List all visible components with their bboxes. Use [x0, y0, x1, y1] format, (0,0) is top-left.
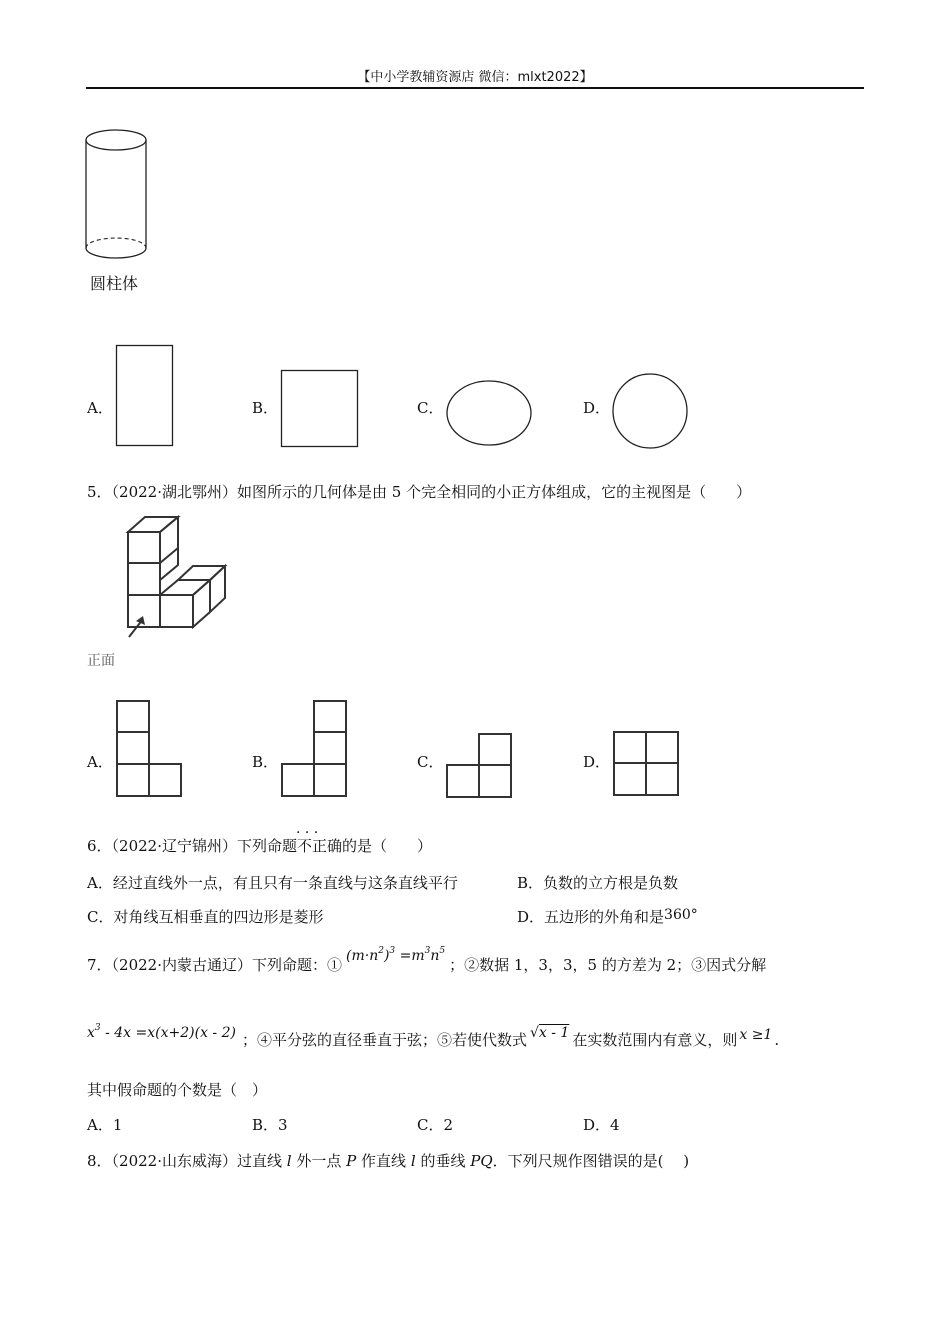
q8-prefix: 8．（2022·山东威海）过直线	[87, 1152, 282, 1170]
question-7-line-1	[87, 946, 767, 978]
header-rule	[86, 87, 864, 89]
q7-formula-1: $(m\cdot n^2)^3 =m^3n^5$	[346, 946, 446, 964]
q4-option-d-label[interactable]: D．	[583, 399, 611, 417]
q4-option-c-label[interactable]: C．	[417, 399, 444, 417]
question-6-text	[87, 836, 432, 856]
q8-segment-pq: PQ	[470, 1152, 493, 1170]
q7-line2-mid: ；④平分弦的直径垂直于弦；⑤若使代数式	[241, 1031, 527, 1049]
cylinder-figure	[84, 124, 154, 264]
cylinder-caption: 圆柱体	[90, 274, 139, 293]
page-header: 【中小学教辅资源店 微信：mlxt2022】	[357, 70, 593, 85]
q8-mid3: 的垂线	[420, 1152, 466, 1170]
q7-line1-prefix: 7．（2022·内蒙古通辽）下列命题：①	[87, 956, 342, 974]
q8-point-p: P	[346, 1152, 357, 1170]
q8-line-l-2: l	[410, 1152, 416, 1170]
q7-line2-mid2: 在实数范围内有意义，则	[572, 1031, 738, 1049]
q4-option-a-label[interactable]: A．	[87, 399, 113, 417]
q6-option-d-text: D．五边形的外角和是	[517, 908, 665, 926]
q5-cube-solid-figure	[117, 515, 237, 640]
q4-option-b-label[interactable]: B．	[252, 399, 279, 417]
q7-formula-factorization: $x^3 - 4x =x(x+2)(x - 2)$	[87, 1023, 236, 1041]
q7-line1-suffix: ；②数据 1，3，3，5 的方差为 2；③因式分解	[449, 956, 767, 974]
q6-option-d-value: 360°	[664, 907, 698, 923]
q7-line2-end: .	[774, 1031, 780, 1049]
q6-prefix: 6．（2022·辽宁锦州）下列命题	[87, 837, 297, 855]
q8-line-l: l	[286, 1152, 292, 1170]
q8-mid1: 外一点	[296, 1152, 342, 1170]
q7-option-c[interactable]: C．2	[417, 1116, 454, 1134]
q5-option-a-view	[116, 700, 184, 798]
question-7-line-2	[87, 1023, 780, 1053]
q4-option-d-circle	[612, 373, 690, 451]
q8-mid2: 作直线	[361, 1152, 407, 1170]
question-5-text: 5．（2022·湖北鄂州）如图所示的几何体是由 5 个完全相同的小正方体组成，它的主视图是（ ）	[87, 483, 752, 501]
q5-option-a-label[interactable]: A．	[87, 753, 113, 771]
q7-formula-sqrt: √x - 1	[529, 1025, 570, 1041]
q6-option-d[interactable]	[517, 907, 698, 928]
q6-option-b[interactable]: B．负数的立方根是负数	[517, 874, 679, 892]
q6-suffix: 的是（ ）	[342, 837, 433, 855]
q4-option-c-ellipse	[446, 380, 534, 448]
q6-option-c[interactable]: C．对角线互相垂直的四边形是菱形	[87, 908, 324, 926]
q6-emphasis: · · · 不正确	[297, 837, 342, 855]
q5-option-c-label[interactable]: C．	[417, 753, 444, 771]
q5-front-caption: 正面	[87, 653, 115, 669]
question-7-line-3: 其中假命题的个数是（ ）	[87, 1081, 268, 1099]
q7-option-b[interactable]: B．3	[252, 1116, 288, 1134]
q5-option-d-label[interactable]: D．	[583, 753, 611, 771]
q8-suffix: ．下列尺规作图错误的是( )	[492, 1152, 690, 1170]
q5-option-b-view	[281, 700, 349, 798]
q7-option-a[interactable]: A．1	[87, 1116, 123, 1134]
q7-formula-condition: x ≥1	[739, 1027, 773, 1043]
q5-option-c-view	[446, 733, 514, 799]
q5-option-b-label[interactable]: B．	[252, 753, 279, 771]
q5-option-d-view	[613, 731, 681, 797]
q4-option-b-square	[281, 370, 359, 448]
q7-option-d[interactable]: D．4	[583, 1116, 620, 1134]
question-8-text	[87, 1151, 689, 1171]
q6-option-a[interactable]: A．经过直线外一点，有且只有一条直线与这条直线平行	[87, 874, 458, 892]
q4-option-a-rectangle	[116, 345, 174, 447]
